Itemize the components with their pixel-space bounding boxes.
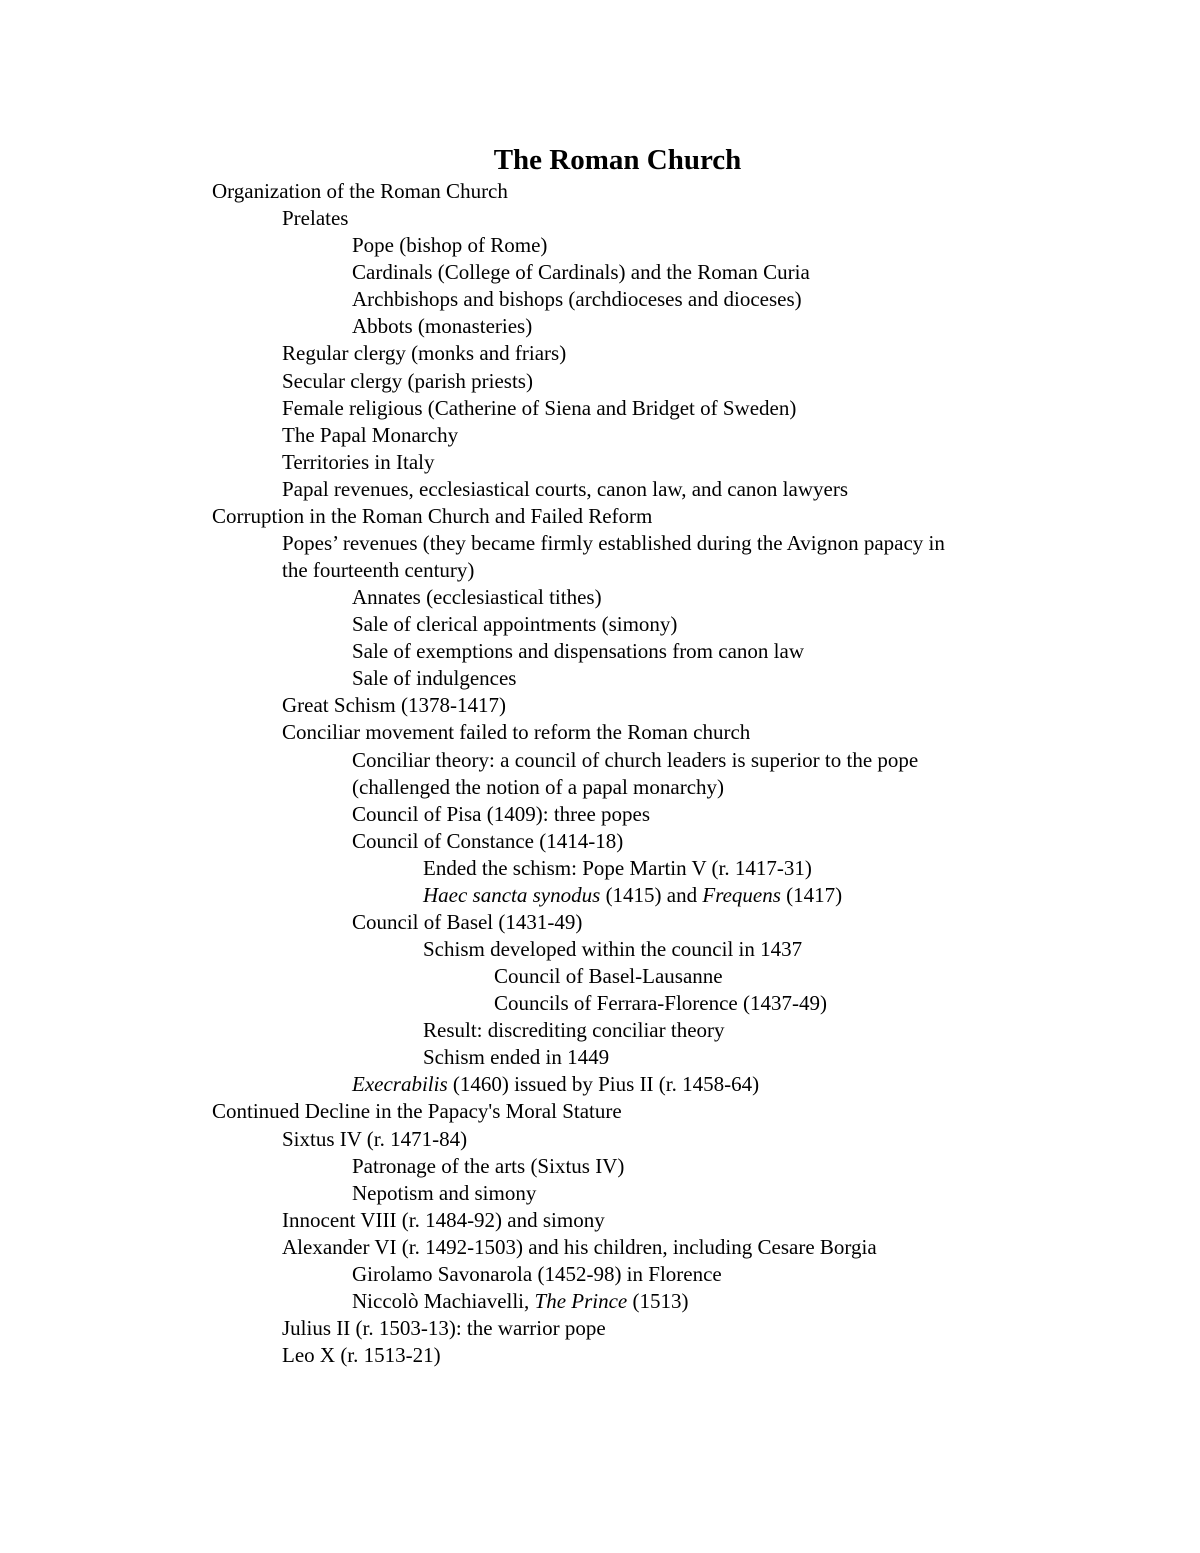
text-segment: (1460) issued by Pius II (r. 1458-64) (447, 1072, 760, 1097)
text-segment: Innocent VIII (r. 1484-92) and simony (282, 1207, 605, 1232)
text-segment: Ended the schism: Pope Martin V (r. 1417-31) (423, 855, 812, 880)
text-segment: Alexander VI (r. 1492-1503) and his children, including Cesare Borgia (282, 1234, 877, 1259)
italic-title-text: The Prince (534, 1288, 628, 1313)
text-segment: The Papal Monarchy (282, 422, 459, 447)
outline-text (212, 178, 508, 205)
text-segment: Organization of the Roman Church (212, 179, 508, 203)
italic-title-text: Frequens (702, 882, 781, 907)
outline-text (352, 909, 582, 936)
outline-text (282, 340, 566, 367)
outline-text (352, 1071, 759, 1098)
outline-text (282, 422, 458, 449)
outline-text (282, 719, 750, 746)
document-title: The Roman Church (493, 144, 742, 176)
outline-text (212, 1098, 622, 1125)
text-segment: Patronage of the arts (Sixtus IV) (352, 1153, 625, 1178)
outline-text (352, 1261, 722, 1288)
text-segment: Councils of Ferrara-Florence (1437-49) (494, 991, 827, 1016)
text-segment: Julius II (r. 1503-13): the warrior pope (282, 1315, 606, 1340)
outline-text (423, 855, 812, 882)
text-segment: Niccolò Machiavelli, (352, 1288, 535, 1313)
text-segment: Popes’ revenues (they became firmly established during the Avignon papacy in (282, 530, 945, 555)
text-segment: Sale of clerical appointments (simony) (352, 612, 678, 637)
text-segment: Schism ended in 1449 (423, 1045, 610, 1070)
outline-text (212, 503, 652, 530)
outline-text (282, 1315, 606, 1342)
outline-text (423, 936, 802, 963)
text-segment: Regular clergy (monks and friars) (282, 341, 567, 366)
text-segment: Conciliar theory: a council of church leaders is superior to the pope (352, 747, 919, 772)
outline-text (352, 801, 650, 828)
text-segment: Council of Basel-Lausanne (494, 964, 723, 988)
text-segment: Sixtus IV (r. 1471-84) (282, 1126, 468, 1151)
text-segment: Territories in Italy (282, 449, 435, 474)
text-segment: (1415) and (600, 882, 703, 907)
outline-text (352, 232, 547, 259)
italic-title-text: Execrabilis (352, 1072, 448, 1097)
outline-text (352, 313, 532, 340)
outline-text (282, 449, 434, 476)
text-segment: Papal revenues, ecclesiastical courts, canon law, and canon lawyers (282, 476, 848, 501)
text-segment: Continued Decline in the Papacy's Moral Stature (212, 1099, 622, 1124)
text-segment: the fourteenth century) (282, 558, 475, 582)
text-segment: Great Schism (1378-1417) (282, 693, 506, 718)
text-segment: Prelates (282, 206, 349, 231)
outline-text (282, 395, 796, 422)
text-segment: Result: discrediting conciliar theory (423, 1018, 725, 1043)
text-segment: Corruption in the Roman Church and Failed Reform (212, 503, 653, 528)
text-segment: Council of Basel (1431-49) (352, 909, 583, 934)
outline-text (352, 665, 516, 692)
outline-text (282, 1234, 877, 1261)
text-segment: Nepotism and simony (352, 1180, 537, 1205)
text-segment: Council of Constance (1414-18) (352, 828, 624, 853)
outline-text (494, 990, 827, 1017)
outline-text (352, 286, 802, 313)
outline-text (282, 476, 848, 503)
outline-text (282, 368, 533, 395)
outline-text (352, 584, 602, 611)
outline-text (282, 557, 474, 584)
text-segment: (challenged the notion of a papal monarchy) (352, 774, 725, 799)
text-segment: Leo X (r. 1513-21) (282, 1343, 441, 1367)
text-segment: Conciliar movement failed to reform the Roman church (282, 720, 751, 745)
outline-text (423, 1017, 725, 1044)
text-segment: Girolamo Savonarola (1452-98) in Florence (352, 1261, 722, 1286)
text-segment: Council of Pisa (1409): three popes (352, 801, 651, 826)
text-segment: Sale of indulgences (352, 666, 517, 691)
outline-text (423, 882, 842, 909)
italic-title-text: Haec sancta synodus (423, 882, 601, 907)
outline-text (282, 530, 945, 557)
text-segment: Female religious (Catherine of Siena and Bridget of Sweden) (282, 395, 797, 420)
text-segment: Sale of exemptions and dispensations from canon law (352, 639, 804, 664)
outline-text (282, 1342, 441, 1369)
outline-text (352, 259, 810, 286)
outline-text (282, 1126, 467, 1153)
outline-text (352, 828, 623, 855)
outline-text (352, 774, 724, 801)
outline-text (352, 1180, 536, 1207)
outline-text (282, 692, 506, 719)
outline-text (494, 963, 723, 990)
text-segment: Archbishops and bishops (archdioceses and dioceses) (352, 287, 802, 312)
text-segment: (1513) (627, 1288, 689, 1313)
outline-text (352, 638, 804, 665)
outline-text (352, 747, 918, 774)
text-segment: Schism developed within the council in 1437 (423, 937, 803, 961)
outline-text (282, 1207, 605, 1234)
text-segment: Annates (ecclesiastical tithes) (352, 585, 602, 609)
text-segment: Abbots (monasteries) (352, 314, 533, 339)
text-segment: Cardinals (College of Cardinals) and the Roman Curia (352, 260, 810, 285)
outline-text (352, 1153, 624, 1180)
text-segment: Pope (bishop of Rome) (352, 233, 548, 258)
text-segment: (1417) (780, 882, 843, 907)
outline-text (423, 1044, 609, 1071)
outline-text (282, 205, 348, 232)
text-segment: Secular clergy (parish priests) (282, 368, 533, 393)
outline-text (352, 1288, 689, 1315)
outline-text (352, 611, 677, 638)
